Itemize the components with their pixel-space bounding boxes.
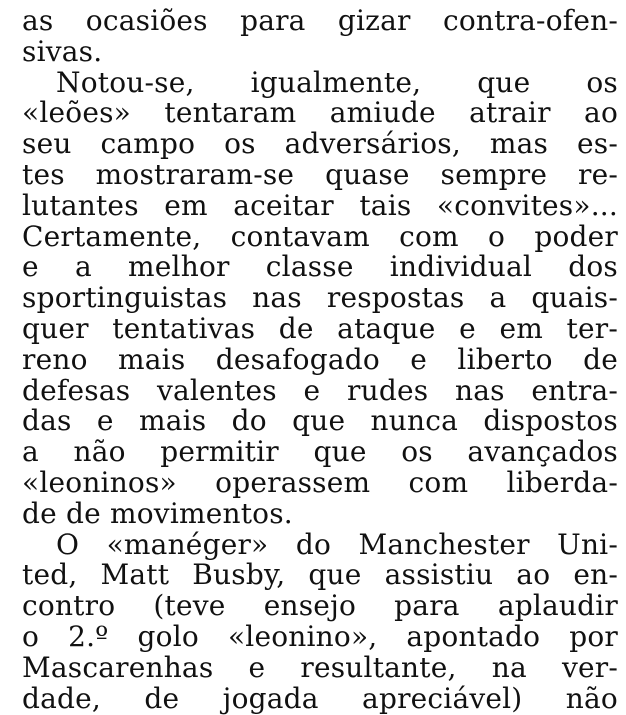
text-line: lutantes em aceitar tais «convites»...	[22, 188, 618, 222]
text-line: sivas.	[22, 34, 103, 68]
text-line: e a melhor classe individual dos	[22, 250, 618, 284]
text-line: reno mais desafogado e liberto de	[22, 342, 618, 376]
text-line: tes mostraram-se quase sempre re-	[22, 157, 618, 191]
text-line: a não permitir que os avançados	[22, 435, 618, 469]
text-line: quer tentativas de ataque e em ter-	[22, 311, 618, 345]
text-line: sportinguistas nas respostas a quais-	[22, 281, 618, 315]
text-line: dade, de jogada apreciável) não	[22, 681, 618, 715]
text-line: defesas valentes e rudes nas entra-	[22, 373, 618, 407]
text-line: das e mais do que nunca dispostos	[22, 404, 618, 438]
text-line: contro (teve ensejo para aplaudir	[22, 589, 618, 623]
text-line: seu campo os adversários, mas es-	[22, 127, 618, 161]
article-column	[22, 6, 618, 714]
text-line: Certamente, contavam com o poder	[22, 219, 618, 253]
text-line: «leoninos» operassem com liberda-	[22, 465, 618, 499]
text-line: o 2.º golo «leonino», apontado por	[22, 619, 618, 653]
paragraph-start-line: Notou-se, igualmente, que os	[56, 65, 618, 99]
paragraph-start-line: O «manéger» do Manchester Uni-	[56, 527, 618, 561]
text-line: «leões» tentaram amiude atrair ao	[22, 96, 618, 130]
text-line: ted, Matt Busby, que assistiu ao en-	[22, 558, 618, 592]
text-line: Mascarenhas e resultante, na ver-	[22, 650, 618, 684]
text-line: as ocasiões para gizar contra-ofen-	[22, 4, 618, 37]
text-line: de de movimentos.	[22, 496, 293, 530]
